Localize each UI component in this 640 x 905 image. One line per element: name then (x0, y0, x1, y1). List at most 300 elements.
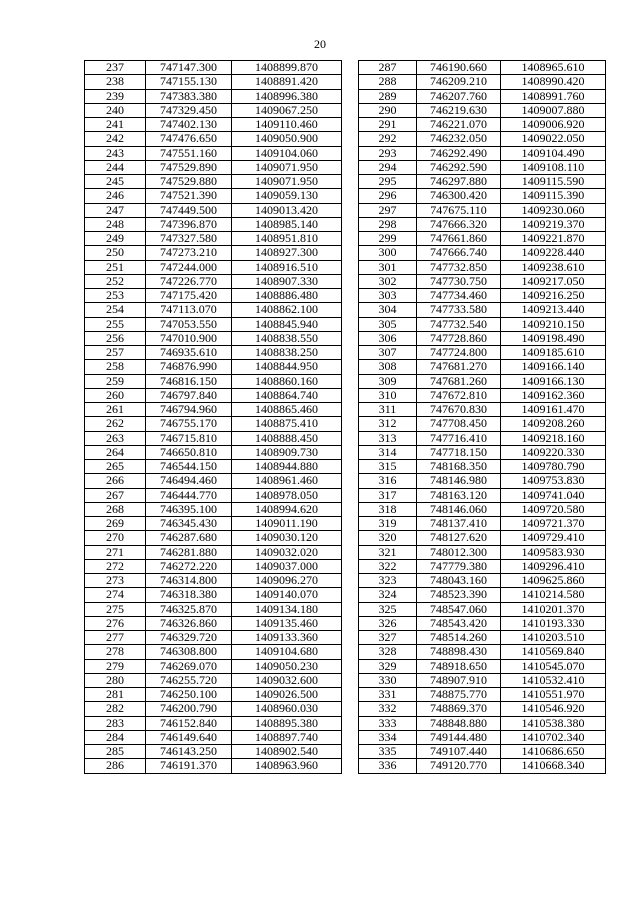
x-coordinate-cell: 746269.070 (146, 659, 232, 673)
y-coordinate-cell: 1410532.410 (501, 673, 606, 687)
x-coordinate-cell: 747053.550 (146, 317, 232, 331)
y-coordinate-cell: 1410569.840 (501, 645, 606, 659)
table-row (359, 602, 606, 616)
table-row (359, 616, 606, 630)
table-row (85, 232, 342, 246)
y-coordinate-cell: 1409007.880 (501, 103, 606, 117)
table-row (85, 417, 342, 431)
table-row (359, 260, 606, 274)
y-coordinate-cell: 1409296.410 (501, 559, 606, 573)
table-row (359, 474, 606, 488)
point-number-cell: 281 (85, 688, 146, 702)
point-number-cell: 261 (85, 403, 146, 417)
point-number-cell: 309 (359, 374, 417, 388)
point-number-cell: 295 (359, 175, 417, 189)
table-row (359, 659, 606, 673)
y-coordinate-cell: 1408902.540 (232, 745, 342, 759)
x-coordinate-cell: 747175.420 (146, 289, 232, 303)
point-number-cell: 333 (359, 716, 417, 730)
x-coordinate-cell: 746444.770 (146, 488, 232, 502)
y-coordinate-cell: 1409115.390 (501, 189, 606, 203)
point-number-cell: 257 (85, 346, 146, 360)
table-row (359, 688, 606, 702)
x-coordinate-cell: 747383.380 (146, 89, 232, 103)
y-coordinate-cell: 1408965.610 (501, 61, 606, 75)
point-number-cell: 325 (359, 602, 417, 616)
point-number-cell: 264 (85, 445, 146, 459)
y-coordinate-cell: 1408864.740 (232, 388, 342, 402)
table-row (359, 403, 606, 417)
x-coordinate-cell: 746219.630 (417, 103, 501, 117)
x-coordinate-cell: 746255.720 (146, 673, 232, 687)
y-coordinate-cell: 1410193.330 (501, 616, 606, 630)
point-number-cell: 245 (85, 175, 146, 189)
point-number-cell: 332 (359, 702, 417, 716)
table-row (85, 488, 342, 502)
y-coordinate-cell: 1408927.300 (232, 246, 342, 260)
x-coordinate-cell: 748523.390 (417, 588, 501, 602)
y-coordinate-cell: 1408996.380 (232, 89, 342, 103)
x-coordinate-cell: 746191.370 (146, 759, 232, 773)
table-row (359, 531, 606, 545)
table-row (359, 232, 606, 246)
table-row (359, 488, 606, 502)
y-coordinate-cell: 1408994.620 (232, 502, 342, 516)
x-coordinate-cell: 747155.130 (146, 75, 232, 89)
y-coordinate-cell: 1409108.110 (501, 160, 606, 174)
table-row (359, 417, 606, 431)
table-row (85, 303, 342, 317)
point-number-cell: 283 (85, 716, 146, 730)
x-coordinate-cell: 747666.320 (417, 217, 501, 231)
table-row (359, 759, 606, 773)
table-row (85, 474, 342, 488)
point-number-cell: 313 (359, 431, 417, 445)
y-coordinate-cell: 1410203.510 (501, 631, 606, 645)
point-number-cell: 259 (85, 374, 146, 388)
x-coordinate-cell: 747670.830 (417, 403, 501, 417)
table-row (85, 745, 342, 759)
point-number-cell: 260 (85, 388, 146, 402)
table-row (359, 502, 606, 516)
x-coordinate-cell: 746325.870 (146, 602, 232, 616)
y-coordinate-cell: 1408978.050 (232, 488, 342, 502)
x-coordinate-cell: 747681.260 (417, 374, 501, 388)
point-number-cell: 256 (85, 331, 146, 345)
x-coordinate-cell: 747327.580 (146, 232, 232, 246)
x-coordinate-cell: 746297.880 (417, 175, 501, 189)
y-coordinate-cell: 1408838.250 (232, 346, 342, 360)
y-coordinate-cell: 1409220.330 (501, 445, 606, 459)
x-coordinate-cell: 747402.130 (146, 118, 232, 132)
x-coordinate-cell: 748127.620 (417, 531, 501, 545)
x-coordinate-cell: 746143.250 (146, 745, 232, 759)
y-coordinate-cell: 1408886.480 (232, 289, 342, 303)
table-row (359, 559, 606, 573)
y-coordinate-cell: 1409134.180 (232, 602, 342, 616)
table-row (359, 346, 606, 360)
table-row (359, 517, 606, 531)
x-coordinate-cell: 748869.370 (417, 702, 501, 716)
point-number-cell: 322 (359, 559, 417, 573)
table-row (85, 189, 342, 203)
coordinates-table-left (84, 60, 342, 774)
point-number-cell: 242 (85, 132, 146, 146)
y-coordinate-cell: 1409729.410 (501, 531, 606, 545)
x-coordinate-cell: 747329.450 (146, 103, 232, 117)
table-row (85, 559, 342, 573)
table-row (85, 730, 342, 744)
x-coordinate-cell: 748918.650 (417, 659, 501, 673)
point-number-cell: 279 (85, 659, 146, 673)
point-number-cell: 237 (85, 61, 146, 75)
table-row (85, 574, 342, 588)
x-coordinate-cell: 747226.770 (146, 274, 232, 288)
table-row (359, 631, 606, 645)
point-number-cell: 267 (85, 488, 146, 502)
x-coordinate-cell: 748137.410 (417, 517, 501, 531)
point-number-cell: 310 (359, 388, 417, 402)
y-coordinate-cell: 1408991.760 (501, 89, 606, 103)
table-row (359, 146, 606, 160)
table-row (85, 631, 342, 645)
y-coordinate-cell: 1409104.060 (232, 146, 342, 160)
x-coordinate-cell: 747675.110 (417, 203, 501, 217)
y-coordinate-cell: 1409059.130 (232, 189, 342, 203)
point-number-cell: 291 (359, 118, 417, 132)
point-number-cell: 307 (359, 346, 417, 360)
table-row (359, 716, 606, 730)
table-row (359, 645, 606, 659)
y-coordinate-cell: 1409210.150 (501, 317, 606, 331)
x-coordinate-cell: 746308.800 (146, 645, 232, 659)
table-row (359, 702, 606, 716)
table-row (85, 346, 342, 360)
x-coordinate-cell: 746272.220 (146, 559, 232, 573)
table-row (359, 460, 606, 474)
point-number-cell: 248 (85, 217, 146, 231)
point-number-cell: 308 (359, 360, 417, 374)
table-row (359, 673, 606, 687)
table-row (85, 531, 342, 545)
point-number-cell: 286 (85, 759, 146, 773)
y-coordinate-cell: 1409006.920 (501, 118, 606, 132)
y-coordinate-cell: 1408895.380 (232, 716, 342, 730)
y-coordinate-cell: 1408860.160 (232, 374, 342, 388)
point-number-cell: 335 (359, 745, 417, 759)
x-coordinate-cell: 746209.210 (417, 75, 501, 89)
point-number-cell: 315 (359, 460, 417, 474)
x-coordinate-cell: 748875.770 (417, 688, 501, 702)
y-coordinate-cell: 1409213.440 (501, 303, 606, 317)
y-coordinate-cell: 1409011.190 (232, 517, 342, 531)
point-number-cell: 336 (359, 759, 417, 773)
y-coordinate-cell: 1409753.830 (501, 474, 606, 488)
y-coordinate-cell: 1409198.490 (501, 331, 606, 345)
table-row (359, 75, 606, 89)
x-coordinate-cell: 746755.170 (146, 417, 232, 431)
point-number-cell: 252 (85, 274, 146, 288)
point-number-cell: 299 (359, 232, 417, 246)
y-coordinate-cell: 1409104.490 (501, 146, 606, 160)
x-coordinate-cell: 748907.910 (417, 673, 501, 687)
table-row (85, 175, 342, 189)
point-number-cell: 320 (359, 531, 417, 545)
x-coordinate-cell: 747730.750 (417, 274, 501, 288)
table-row (359, 132, 606, 146)
table-row (359, 118, 606, 132)
y-coordinate-cell: 1410551.970 (501, 688, 606, 702)
y-coordinate-cell: 1410201.370 (501, 602, 606, 616)
y-coordinate-cell: 1409218.160 (501, 431, 606, 445)
table-row (85, 360, 342, 374)
x-coordinate-cell: 748168.350 (417, 460, 501, 474)
point-number-cell: 314 (359, 445, 417, 459)
table-row (85, 716, 342, 730)
point-number-cell: 263 (85, 431, 146, 445)
y-coordinate-cell: 1409026.500 (232, 688, 342, 702)
point-number-cell: 300 (359, 246, 417, 260)
point-number-cell: 312 (359, 417, 417, 431)
table-row (85, 331, 342, 345)
y-coordinate-cell: 1408899.870 (232, 61, 342, 75)
y-coordinate-cell: 1409067.250 (232, 103, 342, 117)
x-coordinate-cell: 747672.810 (417, 388, 501, 402)
point-number-cell: 329 (359, 659, 417, 673)
point-number-cell: 249 (85, 232, 146, 246)
x-coordinate-cell: 747551.160 (146, 146, 232, 160)
x-coordinate-cell: 746329.720 (146, 631, 232, 645)
x-coordinate-cell: 746292.490 (417, 146, 501, 160)
point-number-cell: 238 (85, 75, 146, 89)
point-number-cell: 305 (359, 317, 417, 331)
point-number-cell: 254 (85, 303, 146, 317)
y-coordinate-cell: 1409583.930 (501, 545, 606, 559)
point-number-cell: 323 (359, 574, 417, 588)
point-number-cell: 292 (359, 132, 417, 146)
coordinates-table-right (358, 60, 606, 774)
x-coordinate-cell: 747732.850 (417, 260, 501, 274)
table-row (85, 89, 342, 103)
x-coordinate-cell: 748012.300 (417, 545, 501, 559)
table-row (85, 673, 342, 687)
y-coordinate-cell: 1409185.610 (501, 346, 606, 360)
point-number-cell: 290 (359, 103, 417, 117)
table-row (85, 217, 342, 231)
x-coordinate-cell: 746395.100 (146, 502, 232, 516)
x-coordinate-cell: 747661.860 (417, 232, 501, 246)
x-coordinate-cell: 747521.390 (146, 189, 232, 203)
table-row (85, 260, 342, 274)
point-number-cell: 246 (85, 189, 146, 203)
point-number-cell: 250 (85, 246, 146, 260)
table-row (85, 588, 342, 602)
y-coordinate-cell: 1409140.070 (232, 588, 342, 602)
x-coordinate-cell: 746794.960 (146, 403, 232, 417)
x-coordinate-cell: 746200.790 (146, 702, 232, 716)
table-row (85, 688, 342, 702)
point-number-cell: 274 (85, 588, 146, 602)
point-number-cell: 270 (85, 531, 146, 545)
x-coordinate-cell: 747396.870 (146, 217, 232, 231)
y-coordinate-cell: 1409013.420 (232, 203, 342, 217)
point-number-cell: 327 (359, 631, 417, 645)
table-row (85, 118, 342, 132)
x-coordinate-cell: 747010.900 (146, 331, 232, 345)
y-coordinate-cell: 1410538.380 (501, 716, 606, 730)
point-number-cell: 306 (359, 331, 417, 345)
table-row (85, 388, 342, 402)
point-number-cell: 284 (85, 730, 146, 744)
table-row (85, 146, 342, 160)
y-coordinate-cell: 1409037.000 (232, 559, 342, 573)
table-row (85, 702, 342, 716)
y-coordinate-cell: 1410545.070 (501, 659, 606, 673)
x-coordinate-cell: 746281.880 (146, 545, 232, 559)
table-row (359, 289, 606, 303)
table-row (359, 175, 606, 189)
table-row (359, 431, 606, 445)
point-number-cell: 282 (85, 702, 146, 716)
point-number-cell: 321 (359, 545, 417, 559)
x-coordinate-cell: 748146.980 (417, 474, 501, 488)
point-number-cell: 258 (85, 360, 146, 374)
point-number-cell: 298 (359, 217, 417, 231)
table-row (85, 602, 342, 616)
table-row (359, 274, 606, 288)
table-row (359, 331, 606, 345)
y-coordinate-cell: 1408888.450 (232, 431, 342, 445)
x-coordinate-cell: 746318.380 (146, 588, 232, 602)
x-coordinate-cell: 748514.260 (417, 631, 501, 645)
y-coordinate-cell: 1410214.580 (501, 588, 606, 602)
point-number-cell: 273 (85, 574, 146, 588)
x-coordinate-cell: 747273.210 (146, 246, 232, 260)
x-coordinate-cell: 746149.640 (146, 730, 232, 744)
point-number-cell: 289 (359, 89, 417, 103)
table-row (85, 645, 342, 659)
table-row (85, 616, 342, 630)
point-number-cell: 331 (359, 688, 417, 702)
x-coordinate-cell: 746152.840 (146, 716, 232, 730)
x-coordinate-cell: 747529.890 (146, 160, 232, 174)
table-row (85, 502, 342, 516)
point-number-cell: 330 (359, 673, 417, 687)
x-coordinate-cell: 746650.810 (146, 445, 232, 459)
point-number-cell: 297 (359, 203, 417, 217)
y-coordinate-cell: 1410668.340 (501, 759, 606, 773)
y-coordinate-cell: 1409115.590 (501, 175, 606, 189)
table-row (85, 103, 342, 117)
x-coordinate-cell: 747716.410 (417, 431, 501, 445)
y-coordinate-cell: 1408985.140 (232, 217, 342, 231)
point-number-cell: 275 (85, 602, 146, 616)
point-number-cell: 269 (85, 517, 146, 531)
table-row (85, 132, 342, 146)
x-coordinate-cell: 746300.420 (417, 189, 501, 203)
point-number-cell: 247 (85, 203, 146, 217)
point-number-cell: 319 (359, 517, 417, 531)
x-coordinate-cell: 746326.860 (146, 616, 232, 630)
table-row (85, 460, 342, 474)
x-coordinate-cell: 748043.160 (417, 574, 501, 588)
table-row (359, 588, 606, 602)
table-row (359, 217, 606, 231)
x-coordinate-cell: 747732.540 (417, 317, 501, 331)
point-number-cell: 326 (359, 616, 417, 630)
x-coordinate-cell: 746816.150 (146, 374, 232, 388)
x-coordinate-cell: 749144.480 (417, 730, 501, 744)
point-number-cell: 244 (85, 160, 146, 174)
x-coordinate-cell: 746287.680 (146, 531, 232, 545)
point-number-cell: 317 (359, 488, 417, 502)
table-row (85, 545, 342, 559)
point-number-cell: 278 (85, 645, 146, 659)
point-number-cell: 251 (85, 260, 146, 274)
y-coordinate-cell: 1408963.960 (232, 759, 342, 773)
table-row (359, 103, 606, 117)
point-number-cell: 241 (85, 118, 146, 132)
point-number-cell: 294 (359, 160, 417, 174)
y-coordinate-cell: 1409071.950 (232, 175, 342, 189)
x-coordinate-cell: 746797.840 (146, 388, 232, 402)
table-row (85, 759, 342, 773)
x-coordinate-cell: 747113.070 (146, 303, 232, 317)
y-coordinate-cell: 1409133.360 (232, 631, 342, 645)
x-coordinate-cell: 749120.770 (417, 759, 501, 773)
point-number-cell: 277 (85, 631, 146, 645)
y-coordinate-cell: 1409050.900 (232, 132, 342, 146)
point-number-cell: 288 (359, 75, 417, 89)
y-coordinate-cell: 1409625.860 (501, 574, 606, 588)
point-number-cell: 243 (85, 146, 146, 160)
point-number-cell: 272 (85, 559, 146, 573)
x-coordinate-cell: 746935.610 (146, 346, 232, 360)
y-coordinate-cell: 1409050.230 (232, 659, 342, 673)
y-coordinate-cell: 1409208.260 (501, 417, 606, 431)
y-coordinate-cell: 1408844.950 (232, 360, 342, 374)
table-row (359, 303, 606, 317)
table-row (359, 360, 606, 374)
point-number-cell: 303 (359, 289, 417, 303)
x-coordinate-cell: 748547.060 (417, 602, 501, 616)
table-row (85, 289, 342, 303)
y-coordinate-cell: 1408909.730 (232, 445, 342, 459)
x-coordinate-cell: 746876.990 (146, 360, 232, 374)
table-row (85, 246, 342, 260)
point-number-cell: 240 (85, 103, 146, 117)
y-coordinate-cell: 1409110.460 (232, 118, 342, 132)
table-row (85, 517, 342, 531)
x-coordinate-cell: 747476.650 (146, 132, 232, 146)
table-row (359, 160, 606, 174)
point-number-cell: 334 (359, 730, 417, 744)
x-coordinate-cell: 746190.660 (417, 61, 501, 75)
x-coordinate-cell: 746221.070 (417, 118, 501, 132)
table-row (85, 203, 342, 217)
point-number-cell: 262 (85, 417, 146, 431)
y-coordinate-cell: 1409216.250 (501, 289, 606, 303)
point-number-cell: 255 (85, 317, 146, 331)
point-number-cell: 287 (359, 61, 417, 75)
x-coordinate-cell: 748543.420 (417, 616, 501, 630)
x-coordinate-cell: 747708.450 (417, 417, 501, 431)
x-coordinate-cell: 746232.050 (417, 132, 501, 146)
point-number-cell: 311 (359, 403, 417, 417)
table-row (359, 545, 606, 559)
y-coordinate-cell: 1409030.120 (232, 531, 342, 545)
y-coordinate-cell: 1408897.740 (232, 730, 342, 744)
